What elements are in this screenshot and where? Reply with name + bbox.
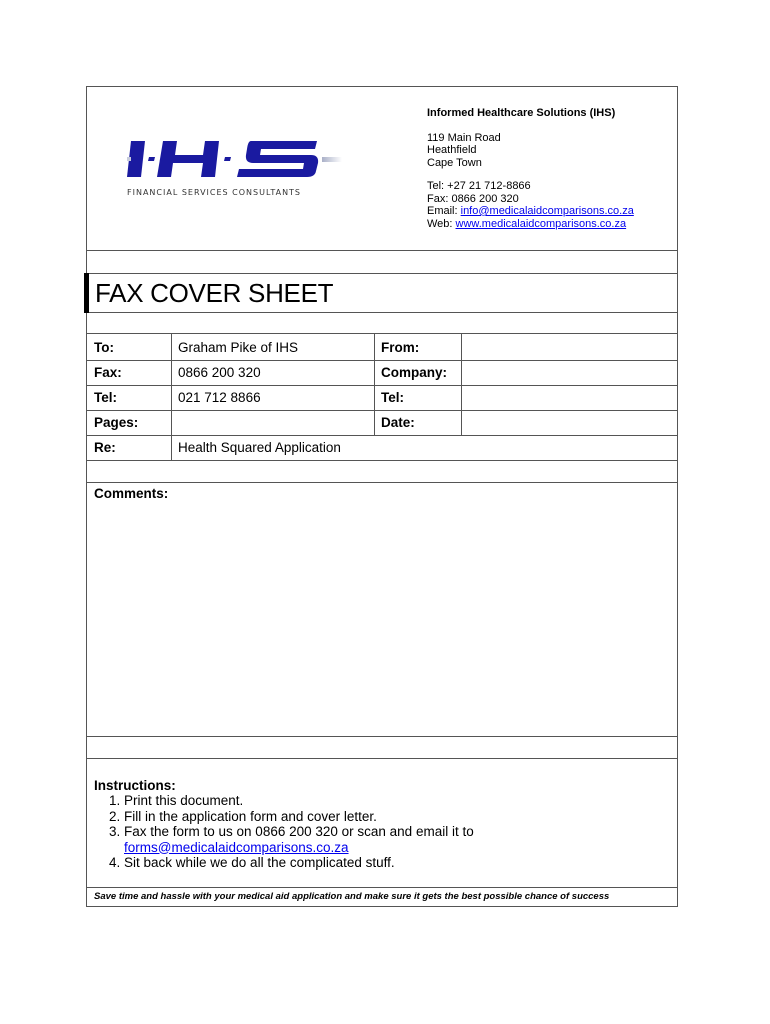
instruction-step: 2. Fill in the application form and cover letter. xyxy=(124,809,474,824)
divider xyxy=(87,460,677,461)
company-fax: Fax: 0866 200 320 xyxy=(427,192,519,205)
divider xyxy=(87,333,677,334)
divider xyxy=(87,736,677,737)
company-tel: Tel: +27 21 712-8866 xyxy=(427,180,531,192)
fax-value[interactable]: 0866 200 320 xyxy=(178,365,261,380)
date-label: Date: xyxy=(381,415,415,430)
divider xyxy=(87,312,677,313)
company-label: Company: xyxy=(381,365,448,380)
logo-tagline: FINANCIAL SERVICES CONSULTANTS xyxy=(127,188,302,197)
pages-label: Pages: xyxy=(94,415,139,430)
web-label: Web: xyxy=(427,217,456,230)
divider xyxy=(87,435,677,436)
comments-label: Comments: xyxy=(94,486,169,501)
divider xyxy=(87,360,677,361)
tel-label: Tel: xyxy=(94,390,117,405)
instructions xyxy=(94,778,474,870)
fax-cover-sheet xyxy=(86,86,678,907)
email-label: Email: xyxy=(427,205,461,217)
email-link[interactable]: info@medicalaidcomparisons.co.za xyxy=(460,205,634,217)
divider xyxy=(87,887,677,888)
column-divider xyxy=(171,333,172,460)
to-value[interactable]: Graham Pike of IHS xyxy=(178,340,299,355)
re-value[interactable]: Health Squared Application xyxy=(178,440,341,455)
web-link[interactable]: www.medicalaidcomparisons.co.za xyxy=(455,217,627,230)
company-name: Informed Healthcare Solutions (IHS) xyxy=(427,107,616,119)
forms-email-link[interactable]: forms@medicalaidcomparisons.co.za xyxy=(124,839,349,855)
address-line: Heathfield xyxy=(427,144,477,156)
footer-tagline: Save time and hassle with your medical aid application and make sure it gets the best possible chance of success xyxy=(94,891,610,902)
instruction-step: 1. Print this document. xyxy=(124,793,474,808)
column-divider xyxy=(374,333,375,435)
company-web-row xyxy=(427,218,634,231)
from-label: From: xyxy=(381,340,420,355)
company-info xyxy=(427,107,634,230)
title-accent-bar xyxy=(84,273,89,313)
divider xyxy=(87,410,677,411)
divider xyxy=(87,273,677,274)
tel-value[interactable]: 021 712 8866 xyxy=(178,390,261,405)
address-line: 119 Main Road xyxy=(427,131,501,144)
company-email-row xyxy=(427,205,634,218)
company-address xyxy=(427,132,634,170)
sender-tel-label: Tel: xyxy=(381,390,404,405)
ihs-logo xyxy=(127,133,342,203)
divider xyxy=(87,482,677,483)
instruction-step-text: Fax the form to us on 0866 200 320 or scan and email it to xyxy=(124,824,474,840)
fax-label: Fax: xyxy=(94,365,122,380)
re-label: Re: xyxy=(94,440,116,455)
instruction-step: 4. Sit back while we do all the complicated stuff. xyxy=(124,855,474,870)
divider xyxy=(87,250,677,251)
to-label: To: xyxy=(94,340,114,355)
instructions-heading: Instructions: xyxy=(94,778,176,793)
page-title: FAX COVER SHEET xyxy=(95,278,334,308)
column-divider xyxy=(461,333,462,435)
address-line: Cape Town xyxy=(427,156,482,169)
divider xyxy=(87,385,677,386)
divider xyxy=(87,758,677,759)
instruction-step xyxy=(124,824,474,855)
instructions-list xyxy=(94,793,474,870)
